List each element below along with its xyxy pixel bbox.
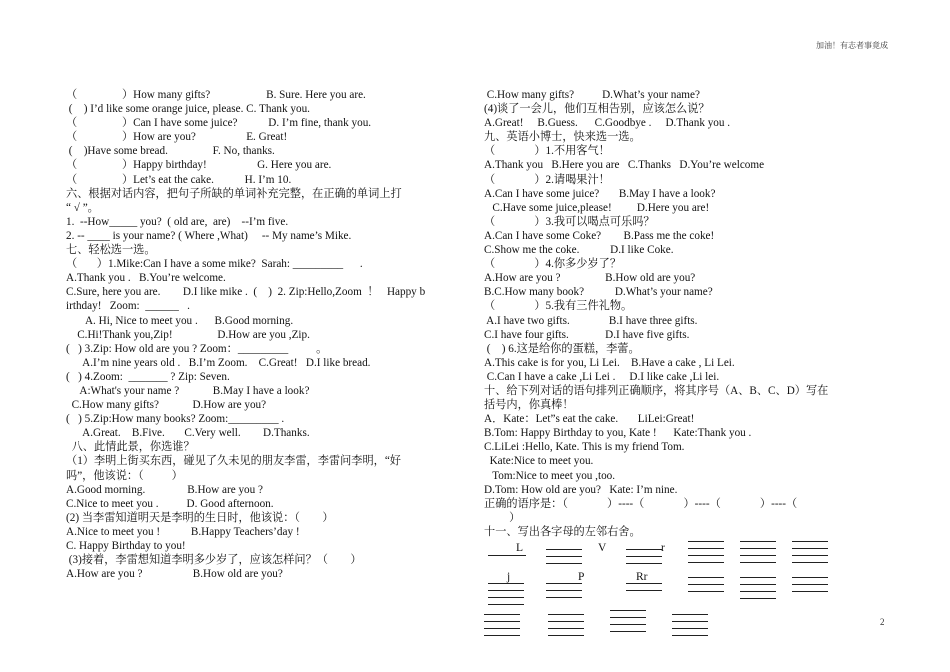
blank-line[interactable]	[484, 621, 520, 622]
blank-line[interactable]	[792, 562, 828, 563]
letter-V: V	[598, 542, 607, 554]
letter-Rr: Rr	[636, 571, 648, 583]
section-10-answer-order-cont: ）	[484, 511, 521, 524]
section-9-q1-options: A.Thank you B.Here you are C.Thanks D.You’re welcome	[484, 159, 765, 172]
section-10-dialog-c: C.LiLei :Hello, Kate. This is my friend Tom.	[484, 441, 685, 454]
section-6-q1: 1. --How_____ you? ( old are, are) --I’m five.	[66, 215, 289, 228]
section-7-q1: （ ）1.Mike:Can I have a some mike? Sarah: _________ .	[66, 258, 363, 271]
blank-line[interactable]	[488, 597, 524, 598]
blank-line[interactable]	[688, 555, 724, 556]
section-6-title: 六、根据对话内容，把句子所缺的单词补充完整，在正确的单词上打	[66, 187, 402, 200]
section-9-q1: （ ）1.不用客气！	[484, 145, 610, 158]
blank-line[interactable]	[740, 584, 776, 585]
section-9-title: 九、英语小博士，快来选一选。	[484, 131, 641, 144]
section-7-q1-options-c: C.Sure, here you are. D.I like mike . ( ) 2. Zip:Hello,Zoom ！ Happy b	[66, 286, 426, 299]
section-10-dialog-a: A．Kate：Let”s eat the cake. LiLei:Great!	[484, 413, 695, 426]
blank-line[interactable]	[546, 563, 582, 564]
section-8-q4: (4)谈了一会儿，他们互相告别，应该怎么说？	[484, 103, 710, 116]
blank-line[interactable]	[672, 614, 708, 615]
section-10-dialog-d: D.Tom: How old are you? Kate: I’m nine.	[484, 483, 678, 496]
blank-line[interactable]	[688, 548, 724, 549]
blank-line[interactable]	[792, 577, 828, 578]
blank-line[interactable]	[792, 584, 828, 585]
section-10-title: 十、给下列对话的语句排列正确顺序，将其序号（A、B、C、D）写在	[484, 384, 829, 397]
section-9-q2: （ ）2.请喝果汁！	[484, 173, 610, 186]
section-8-q4-options: A.Great! B.Guess. C.Goodbye . D.Thank you .	[484, 117, 731, 130]
matching-line-5: ( )Have some bread. F. No, thanks.	[66, 145, 275, 158]
blank-line[interactable]	[792, 555, 828, 556]
blank-line[interactable]	[740, 548, 776, 549]
blank-line[interactable]	[688, 591, 724, 592]
section-7-q5: ( ) 5.Zip:How many books? Zoom:_________ .	[66, 413, 285, 426]
blank-line[interactable]	[484, 635, 520, 636]
section-7-q1-options-a: A.Thank you . B.You’re welcome.	[66, 272, 226, 285]
blank-line[interactable]	[626, 563, 662, 564]
section-9-q3-options-c: C.Show me the coke. D.I like Coke.	[484, 244, 674, 257]
section-6-title-cont: “ √ ”。	[66, 201, 99, 214]
section-9-q6-options-c: C.Can I have a cake ,Li Lei . D.I like cake ,Li lei.	[484, 370, 720, 383]
blank-line[interactable]	[484, 614, 520, 615]
letter-j: j	[507, 571, 511, 583]
section-7-q5-options: A.Great. B.Five. C.Very well. D.Thanks.	[66, 427, 310, 440]
left-column	[66, 88, 466, 581]
blank-line[interactable]	[688, 584, 724, 585]
section-7-q3-options: A.I’m nine years old . B.I’m Zoom. C.Great! D.I like bread.	[66, 356, 371, 369]
matching-line-1: （ ）How many gifts? B. Sure. Here you are.	[66, 89, 366, 101]
letter-L: L	[516, 542, 524, 554]
blank-line[interactable]	[792, 591, 828, 592]
section-8-q2: (2) 当李雷知道明天是李明的生日时，他该说：（ ）	[66, 511, 334, 524]
blank-line[interactable]	[546, 556, 582, 557]
section-8-q1-cont: 吗”，他该说：（ ）	[66, 469, 183, 482]
blank-line[interactable]	[484, 628, 520, 629]
blank-line[interactable]	[626, 549, 662, 550]
page-number: 2	[880, 617, 885, 627]
blank-line[interactable]	[546, 549, 582, 550]
blank-line[interactable]	[792, 548, 828, 549]
section-10-title-cont: 括号内，你真棒！	[484, 399, 574, 412]
section-10-dialog-b: B.Tom: Happy Birthday to you, Kate ! Kate:Thank you .	[484, 427, 752, 440]
section-8-q3-options-c: C.How many gifts? D.What’s your name?	[484, 89, 700, 101]
blank-line[interactable]	[672, 635, 708, 636]
blank-line[interactable]	[672, 621, 708, 622]
section-8-q1: （1）李明上街买东西，碰见了久未见的朋友李雷，李雷问李明，“好	[66, 455, 401, 468]
blank-line[interactable]	[740, 562, 776, 563]
blank-line[interactable]	[740, 577, 776, 578]
section-11-title: 十一、写出各字母的左邻右舍。	[484, 525, 641, 538]
blank-line[interactable]	[740, 591, 776, 592]
section-9-q5: （ ）5.我有三件礼物。	[484, 300, 633, 313]
blank-line[interactable]	[626, 583, 662, 584]
section-7-q4: ( ) 4.Zoom: _______ ? Zip: Seven.	[66, 370, 230, 383]
section-8-q1-options-a: A.Good morning. B.How are you ?	[66, 483, 263, 496]
section-9-q5-options-c: C.I have four gifts. D.I have five gifts.	[484, 328, 690, 341]
matching-line-6: （ ）Happy birthday! G. Here you are.	[66, 159, 332, 172]
section-9-q4-options-a: A.How are you ? B.How old are you?	[484, 272, 696, 285]
section-7-q2-cont: irthday! Zoom: ______ .	[66, 300, 190, 313]
right-column	[484, 88, 898, 539]
section-9-q3: （ ）3.我可以喝点可乐吗？	[484, 215, 655, 228]
matching-line-2: ( ) I’d like some orange juice, please. C. Thank you.	[66, 103, 310, 116]
section-8-q1-options-c: C.Nice to meet you . D. Good afternoon.	[66, 497, 274, 510]
blank-line[interactable]	[546, 590, 582, 591]
section-9-q4: （ ）4.你多少岁了？	[484, 258, 622, 271]
blank-line[interactable]	[672, 628, 708, 629]
section-7-q4-options-a: A:What's your name ? B.May I have a look?	[66, 384, 310, 397]
blank-line[interactable]	[688, 577, 724, 578]
section-6-q2: 2. -- ____ is your name? ( Where ,What) -- My name’s Mike.	[66, 229, 352, 242]
section-7-q3: ( ) 3.Zip: How old are you ? Zoom：_________ 。	[66, 342, 328, 355]
matching-line-7: （ ）Let’s eat the cake. H. I’m 10.	[66, 173, 292, 186]
section-9-q6: ( ) 6.这是给你的蛋糕，李蕾。	[484, 342, 640, 355]
section-8-title: 八、此情此景，你选谁？	[66, 441, 195, 454]
section-10-answer-order: 正确的语序是：（ ）----（ ）----（ ）----（	[484, 497, 798, 510]
blank-line[interactable]	[626, 556, 662, 557]
blank-line[interactable]	[610, 610, 646, 611]
section-10-dialog-c3: Tom:Nice to meet you ,too.	[484, 469, 616, 482]
letter-r: r	[661, 542, 665, 554]
section-9-q6-options-a: A.This cake is for you, Li Lei. B.Have a cake , Li Lei.	[484, 356, 735, 369]
section-10-dialog-c2: Kate:Nice to meet you.	[484, 455, 594, 468]
blank-line[interactable]	[626, 590, 662, 591]
blank-line[interactable]	[546, 597, 582, 598]
blank-line[interactable]	[488, 555, 526, 556]
section-8-q3-options: A.How are you ? B.How old are you?	[66, 568, 283, 581]
blank-line[interactable]	[740, 541, 776, 542]
section-8-q2-options-a: A.Nice to meet you ! B.Happy Teachers’day !	[66, 525, 300, 538]
section-7-q2-options-c: C.Hi!Thank you,Zip! D.How are you ,Zip.	[66, 328, 310, 341]
section-8-q3: (3)接着，李雷想知道李明多少岁了，应该怎样问？（ ）	[66, 554, 362, 567]
blank-line[interactable]	[488, 604, 524, 605]
blank-line[interactable]	[740, 555, 776, 556]
section-7-title: 七、轻松选一选。	[66, 244, 156, 257]
blank-line[interactable]	[548, 621, 584, 622]
blank-line[interactable]	[548, 628, 584, 629]
blank-line[interactable]	[688, 541, 724, 542]
blank-line[interactable]	[610, 617, 646, 618]
letter-P: P	[578, 571, 585, 583]
section-9-q4-options-c: B.C.How many book? D.What’s your name?	[484, 286, 713, 299]
blank-line[interactable]	[610, 631, 646, 632]
section-9-q2-options-c: C.Have some juice,please! D.Here you are!	[484, 201, 710, 214]
blank-line[interactable]	[548, 614, 584, 615]
blank-line[interactable]	[792, 541, 828, 542]
blank-line[interactable]	[488, 590, 524, 591]
section-9-q2-options-a: A.Can I have some juice? B.May I have a look?	[484, 187, 716, 200]
matching-line-3: （ ）Can I have some juice? D. I’m fine, thank you.	[66, 117, 372, 130]
section-7-q4-options-c: C.How many gifts? D.How are you?	[66, 399, 267, 412]
blank-line[interactable]	[740, 598, 776, 599]
matching-line-4: （ ）How are you? E. Great!	[66, 131, 288, 144]
blank-line[interactable]	[546, 583, 582, 584]
blank-line[interactable]	[688, 562, 724, 563]
blank-line[interactable]	[610, 624, 646, 625]
section-8-q2-options-c: C. Happy Birthday to you!	[66, 540, 186, 552]
section-9-q3-options-a: A.Can I have some Coke? B.Pass me the coke!	[484, 229, 715, 242]
page-header-motto: 加油！有志者事竟成	[816, 41, 888, 50]
section-9-q5-options-a: A.I have two gifts. B.I have three gifts.	[484, 314, 698, 327]
blank-line[interactable]	[488, 583, 524, 584]
blank-line[interactable]	[548, 635, 584, 636]
section-7-q2-options-a: A. Hi, Nice to meet you . B.Good morning.	[66, 314, 294, 327]
